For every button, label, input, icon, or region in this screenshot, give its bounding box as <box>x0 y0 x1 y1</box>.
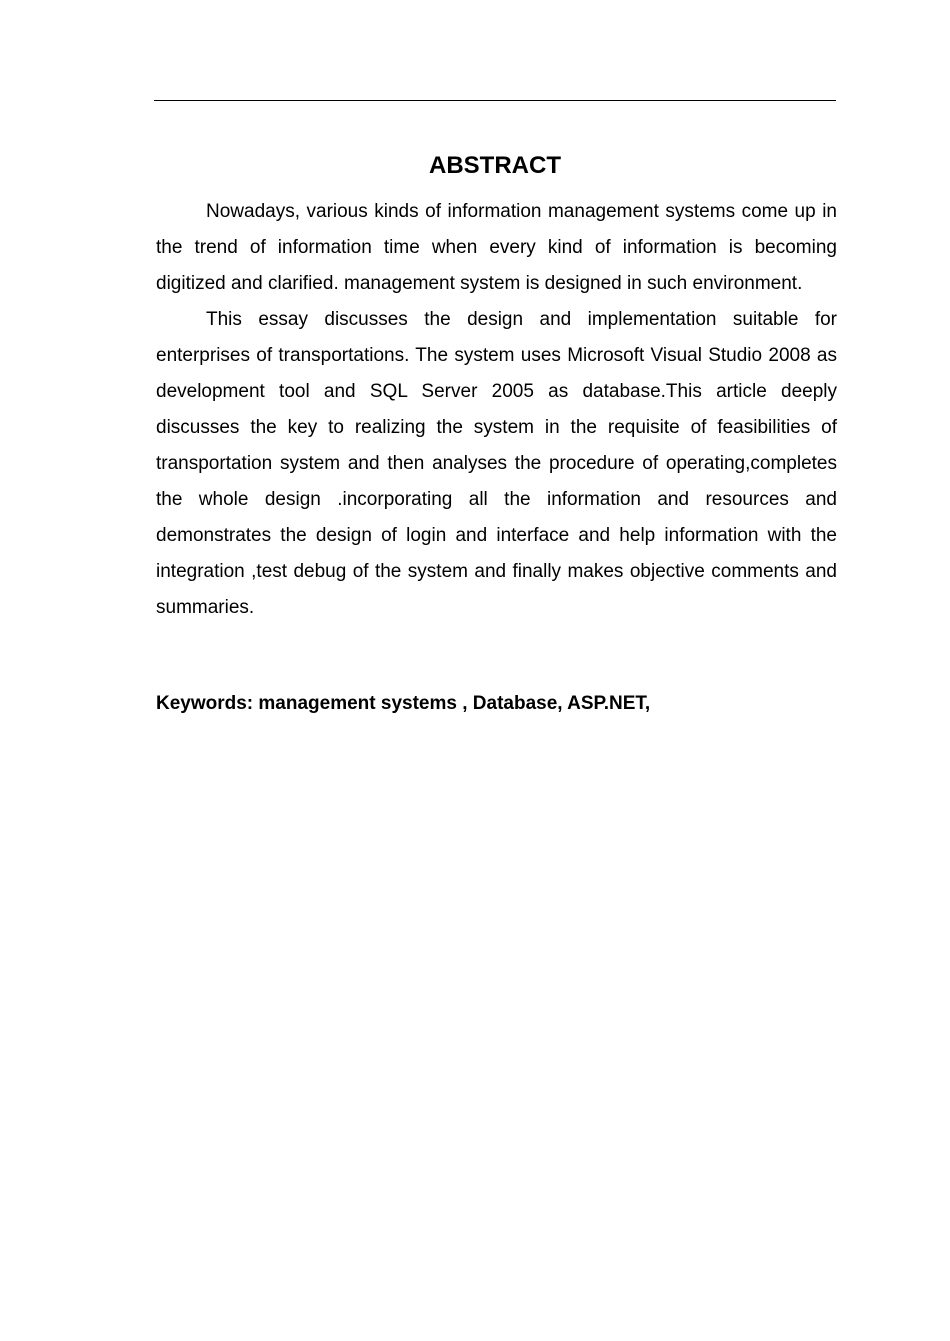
abstract-title: ABSTRACT <box>429 152 561 179</box>
keywords-line: Keywords: management systems , Database, ASP.NET, <box>156 693 651 714</box>
abstract-paragraph-2: This essay discusses the design and implementation suitable for enterprises of transportations. The system uses Microsoft Visual Studio 2008 as development tool and SQL Server 2005 as database.This article deeply discusses the key to realizing the system in the requisite of feasibilities of transportation system and then analyses the procedure of operating,completes the whole design .incorporating all the information and resources and demonstrates the design of login and interface and help information with the integration ,test debug of the system and finally makes objective comments and summaries. <box>156 309 837 618</box>
header-rule <box>154 100 836 101</box>
abstract-paragraph-1: Nowadays, various kinds of information management systems come up in the trend of information time when every kind of information is becoming digitized and clarified. management system is designed in such environment. <box>156 201 837 294</box>
abstract-body <box>156 194 837 626</box>
